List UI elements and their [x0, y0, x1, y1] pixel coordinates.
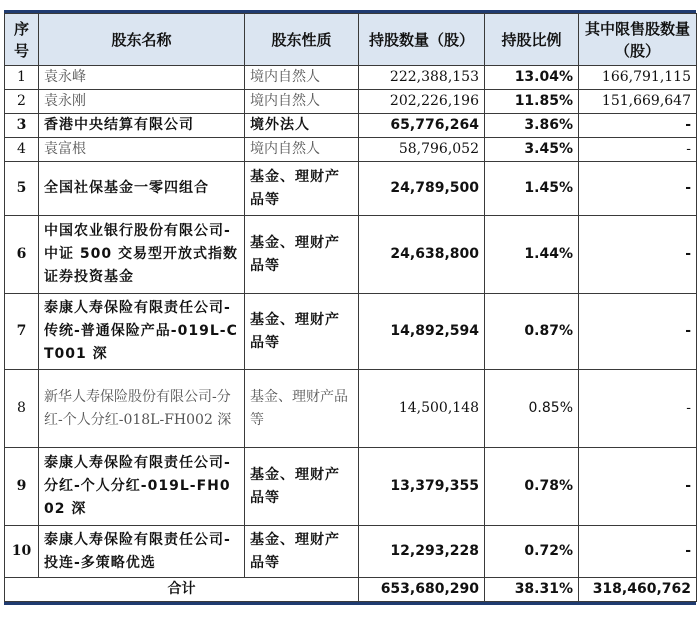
- header-name: 股东名称: [39, 14, 245, 66]
- row-ratio: 0.72%: [485, 526, 579, 578]
- row-restricted: -: [579, 526, 697, 578]
- row-shares: 14,892,594: [359, 294, 485, 370]
- row-restricted: -: [579, 114, 697, 138]
- shareholder-table-container: [4, 10, 696, 605]
- table-row: [5, 66, 697, 90]
- row-name: 香港中央结算有限公司: [39, 114, 245, 138]
- row-restricted: -: [579, 138, 697, 162]
- row-ratio: 1.45%: [485, 162, 579, 216]
- header-restricted: 其中限售股数量（股）: [579, 14, 697, 66]
- row-nature: 基金、理财产品等: [245, 526, 359, 578]
- row-restricted: -: [579, 370, 697, 448]
- table-row: [5, 294, 697, 370]
- row-ratio: 0.85%: [485, 370, 579, 448]
- row-nature: 基金、理财产品等: [245, 448, 359, 526]
- shareholder-table: [4, 13, 697, 602]
- total-shares: 653,680,290: [359, 578, 485, 602]
- row-ratio: 3.45%: [485, 138, 579, 162]
- row-nature: 境内自然人: [245, 138, 359, 162]
- row-name: 中国农业银行股份有限公司-中证 500 交易型开放式指数证券投资基金: [39, 216, 245, 294]
- header-idx: 序号: [5, 14, 39, 66]
- row-shares: 202,226,196: [359, 90, 485, 114]
- row-nature: 基金、理财产品等: [245, 294, 359, 370]
- row-shares: 65,776,264: [359, 114, 485, 138]
- row-ratio: 1.44%: [485, 216, 579, 294]
- total-restricted: 318,460,762: [579, 578, 697, 602]
- row-shares: 58,796,052: [359, 138, 485, 162]
- row-restricted: -: [579, 216, 697, 294]
- row-restricted: -: [579, 294, 697, 370]
- row-ratio: 3.86%: [485, 114, 579, 138]
- row-ratio: 0.87%: [485, 294, 579, 370]
- row-ratio: 0.78%: [485, 448, 579, 526]
- row-nature: 境内自然人: [245, 66, 359, 90]
- table-row: [5, 138, 697, 162]
- row-nature: 基金、理财产品等: [245, 216, 359, 294]
- row-nature: 基金、理财产品等: [245, 162, 359, 216]
- row-name: 全国社保基金一零四组合: [39, 162, 245, 216]
- row-ratio: 11.85%: [485, 90, 579, 114]
- row-name: 泰康人寿保险有限责任公司-分红-个人分红-019L-FH002 深: [39, 448, 245, 526]
- row-name: 泰康人寿保险有限责任公司-传统-普通保险产品-019L-CT001 深: [39, 294, 245, 370]
- row-name: 袁富根: [39, 138, 245, 162]
- row-shares: 13,379,355: [359, 448, 485, 526]
- row-nature: 境内自然人: [245, 90, 359, 114]
- table-row: [5, 162, 697, 216]
- row-name: 新华人寿保险股份有限公司-分红-个人分红-018L-FH002 深: [39, 370, 245, 448]
- row-nature: 境外法人: [245, 114, 359, 138]
- header-nature: 股东性质: [245, 14, 359, 66]
- row-shares: 24,789,500: [359, 162, 485, 216]
- total-row: [5, 578, 697, 602]
- header-row: [5, 14, 697, 66]
- header-shares: 持股数量（股）: [359, 14, 485, 66]
- row-idx: 10: [5, 526, 39, 578]
- total-ratio: 38.31%: [485, 578, 579, 602]
- row-nature: 基金、理财产品等: [245, 370, 359, 448]
- table-row: [5, 90, 697, 114]
- row-idx: 5: [5, 162, 39, 216]
- row-idx: 4: [5, 138, 39, 162]
- table-bottom-rule: [4, 602, 696, 605]
- row-name: 泰康人寿保险有限责任公司-投连-多策略优选: [39, 526, 245, 578]
- row-idx: 6: [5, 216, 39, 294]
- row-restricted: 151,669,647: [579, 90, 697, 114]
- table-row: [5, 448, 697, 526]
- row-name: 袁永峰: [39, 66, 245, 90]
- row-shares: 222,388,153: [359, 66, 485, 90]
- row-name: 袁永刚: [39, 90, 245, 114]
- row-idx: 7: [5, 294, 39, 370]
- table-row: [5, 370, 697, 448]
- row-restricted: -: [579, 448, 697, 526]
- total-label: 合计: [5, 578, 359, 602]
- table-row: [5, 114, 697, 138]
- row-idx: 1: [5, 66, 39, 90]
- row-idx: 3: [5, 114, 39, 138]
- row-idx: 9: [5, 448, 39, 526]
- row-idx: 2: [5, 90, 39, 114]
- table-row: [5, 526, 697, 578]
- row-restricted: -: [579, 162, 697, 216]
- row-ratio: 13.04%: [485, 66, 579, 90]
- row-shares: 12,293,228: [359, 526, 485, 578]
- row-idx: 8: [5, 370, 39, 448]
- table-row: [5, 216, 697, 294]
- row-restricted: 166,791,115: [579, 66, 697, 90]
- header-ratio: 持股比例: [485, 14, 579, 66]
- row-shares: 14,500,148: [359, 370, 485, 448]
- row-shares: 24,638,800: [359, 216, 485, 294]
